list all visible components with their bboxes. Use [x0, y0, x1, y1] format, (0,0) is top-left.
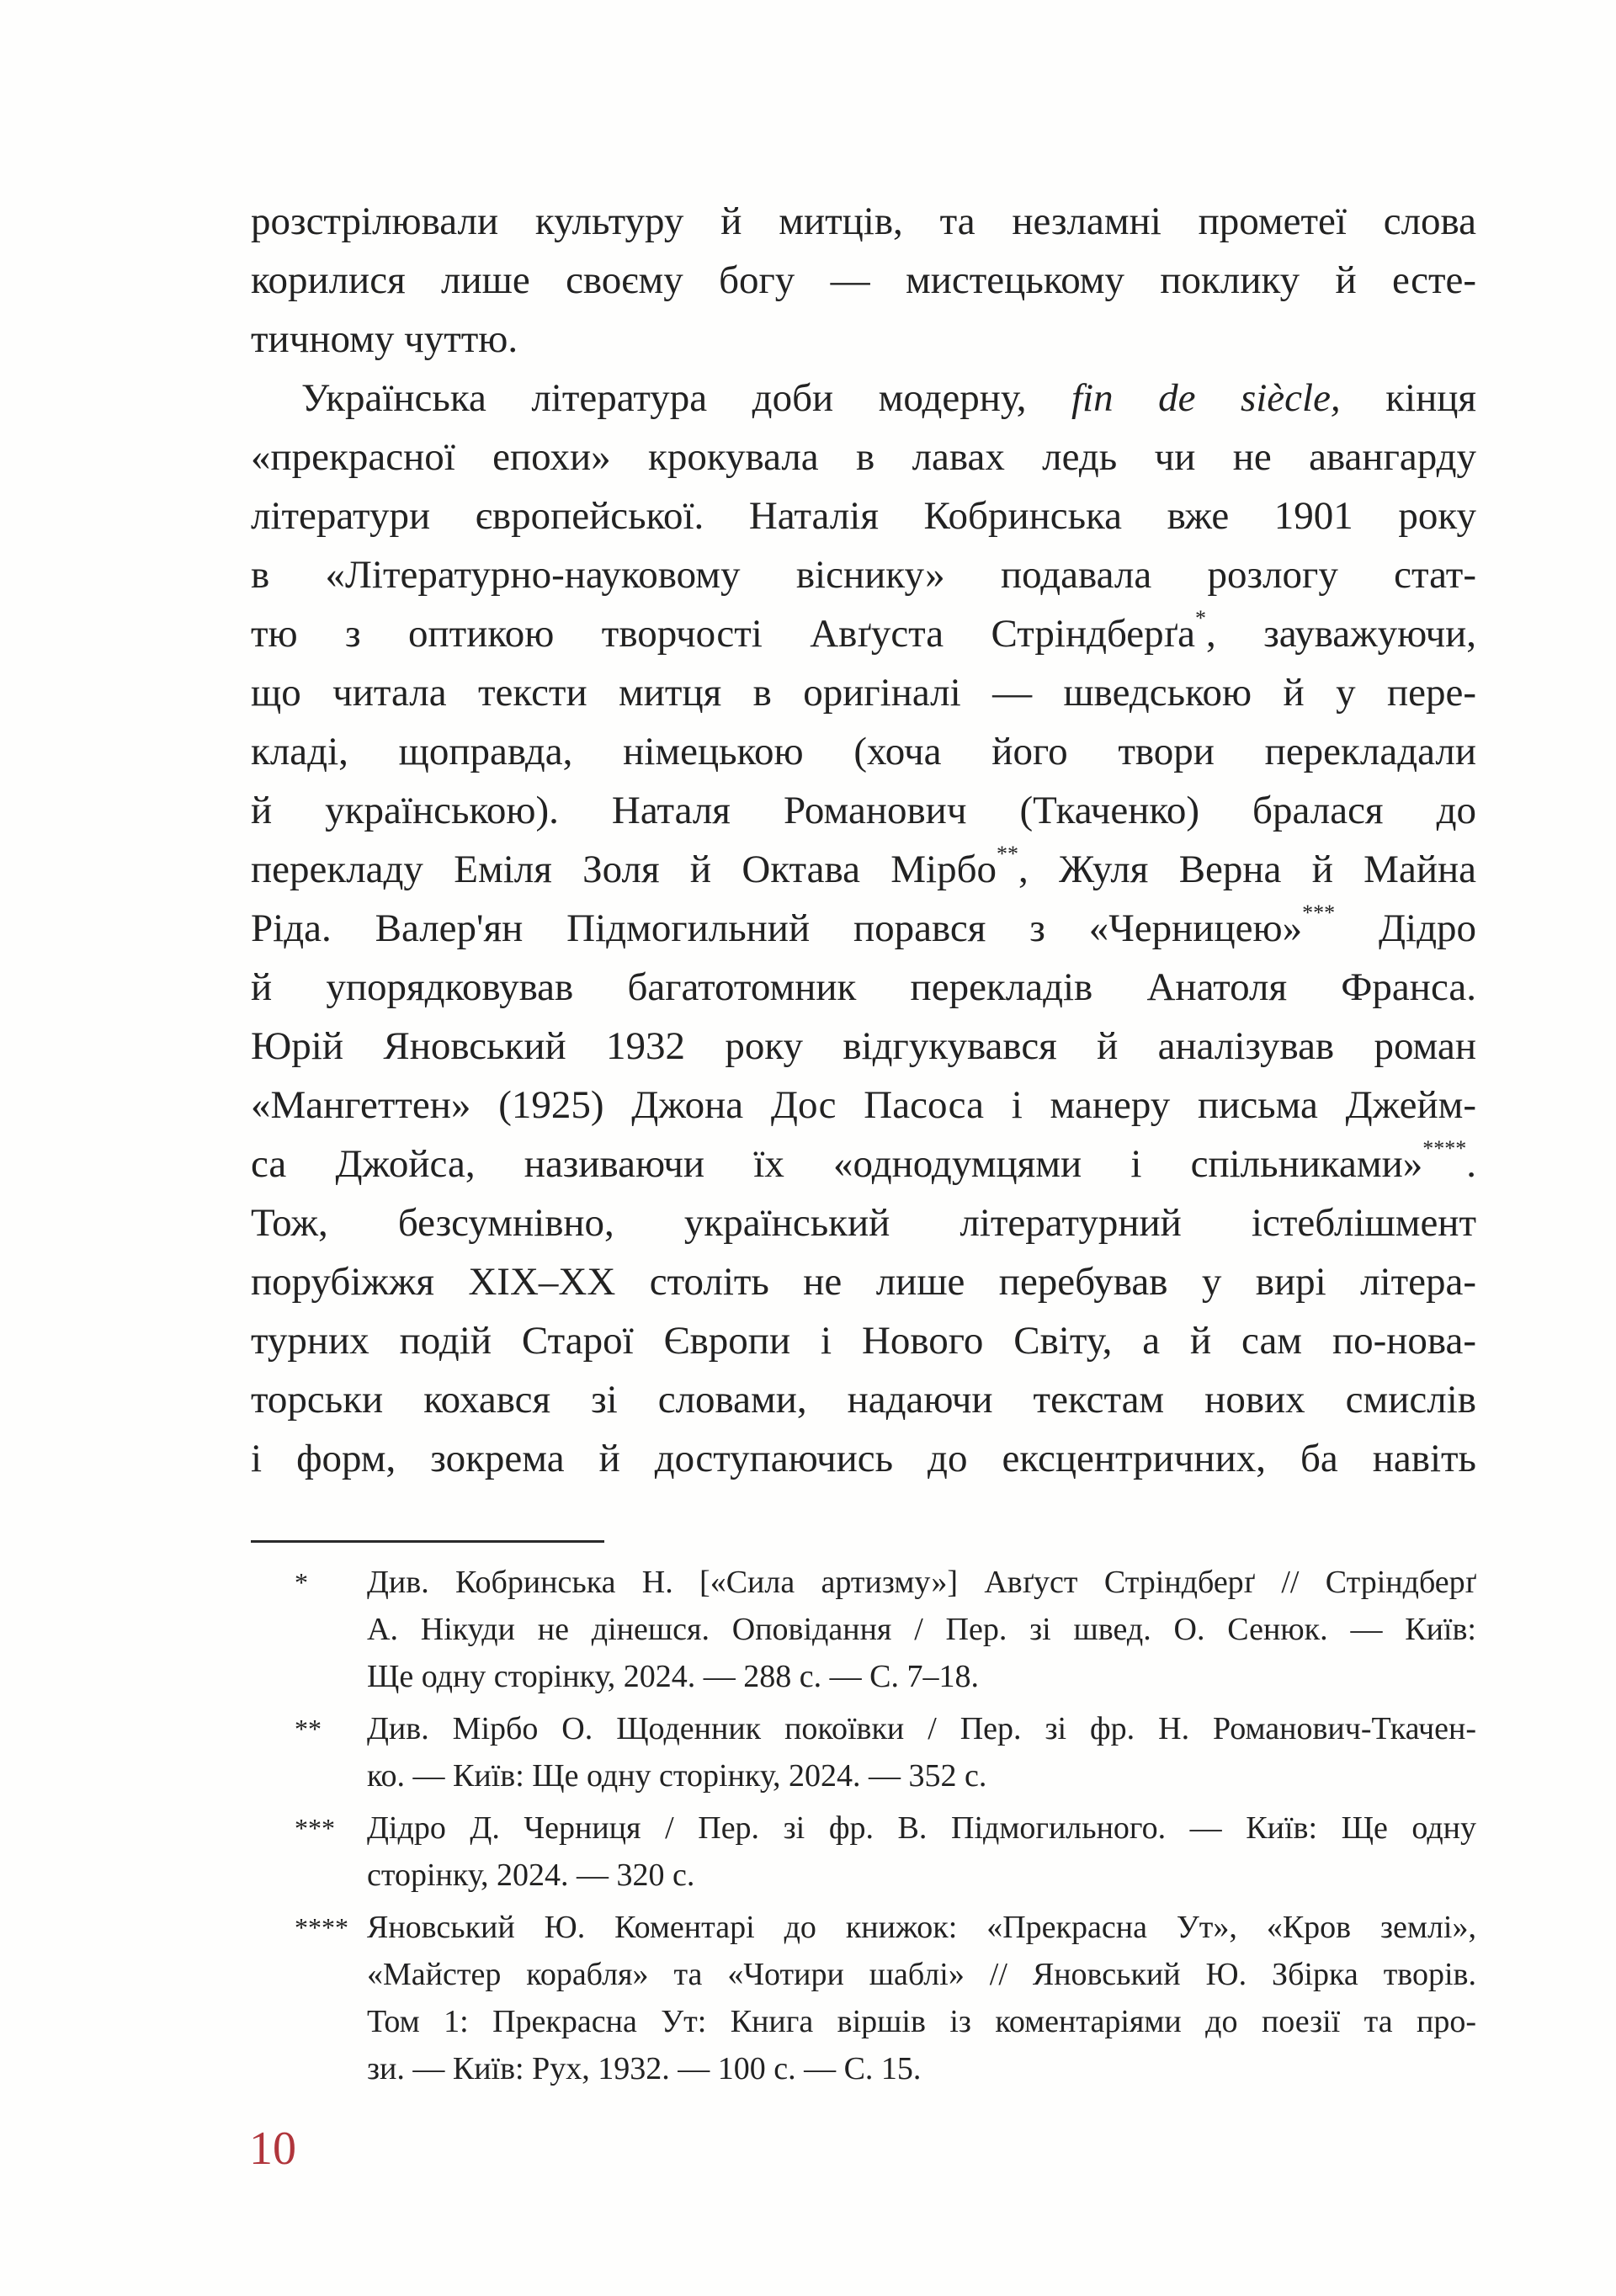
text-line: торськи кохався зі словами, надаючи текстам нових смислів	[251, 1378, 1476, 1422]
text-line	[251, 1135, 1476, 1193]
footnote	[251, 1705, 1476, 1799]
footnote-marker: ***	[295, 1813, 335, 1843]
main-text	[251, 192, 1476, 1488]
text-line: «прекрасної епохи» крокувала в лавах ледь чи не авангарду	[251, 435, 1476, 479]
text-line	[251, 369, 1476, 428]
footnote	[251, 1904, 1476, 2092]
footnote	[251, 1559, 1476, 1700]
text-fragment: Українська література доби модерну,	[301, 376, 1027, 420]
text-line: Тож, безсумнівно, український літературний істеблішмент	[251, 1201, 1476, 1245]
text-line	[251, 604, 1476, 663]
text-line: літератури європейської. Наталія Кобринська вже 1901 року	[251, 494, 1476, 538]
footnote-reference[interactable]: ****	[1422, 1136, 1467, 1161]
footnote-reference[interactable]: **	[997, 842, 1019, 866]
text-line	[251, 840, 1476, 899]
text-line: порубіжжя XIX–XX століть не лише перебував у вирі літера-	[251, 1260, 1476, 1304]
text-line: «Мангеттен» (1925) Джона Дос Пасоса і манеру письма Джейм-	[251, 1083, 1476, 1127]
text-line: й упорядковував багатотомник перекладів Анатоля Франса.	[251, 965, 1476, 1009]
text-line: в «Літературно-науковому віснику» подавала розлогу стат-	[251, 553, 1476, 597]
text-fragment: перекладу Еміля Золя й Октава Мірбо	[251, 848, 997, 891]
footnote-line: Дідро Д. Черниця / Пер. зі фр. В. Підмогильного. — Київ: Ще одну	[367, 1810, 1476, 1846]
footnote-line: Див. Мірбо О. Щоденник покоївки / Пер. зі фр. Н. Романович-Ткачен-	[367, 1711, 1476, 1746]
text-line: Юрій Яновський 1932 року відгукувався й аналізував роман	[251, 1024, 1476, 1068]
footnote-line: Яновський Ю. Коментарі до книжок: «Прекрасна Ут», «Кров землі»,	[367, 1910, 1476, 1945]
footnote-marker: **	[295, 1714, 322, 1744]
footnote-reference[interactable]: *	[1195, 606, 1207, 630]
text-fragment: Дідро	[1378, 906, 1476, 950]
text-fragment: Ріда. Валер'ян Підмогильний порався з «Черницею»	[251, 906, 1303, 950]
text-line: й українською). Наталя Романович (Ткаченко) бралася до	[251, 789, 1476, 832]
text-line: і форм, зокрема й доступаючись до ексцентричних, ба навіть	[251, 1437, 1476, 1480]
text-line	[251, 899, 1476, 958]
footnotes	[251, 1559, 1476, 2097]
footnote-marker: *	[295, 1567, 308, 1597]
footnote-divider	[251, 1540, 604, 1543]
text-fragment: кінця	[1385, 376, 1476, 420]
footnote-line: Том 1: Прекрасна Ут: Книга віршів із коментаріями до поезії та про-	[367, 2004, 1476, 2039]
footnote-line: сторінку, 2024. — 320 с.	[367, 1858, 695, 1893]
footnote-line: ко. — Київ: Ще одну сторінку, 2024. — 352 с.	[367, 1758, 987, 1794]
page-number: 10	[249, 2123, 296, 2175]
footnote-line: «Майстер корабля» та «Чотири шаблі» // Яновський Ю. Збірка творів.	[367, 1957, 1476, 1992]
text-line: кладі, щоправда, німецькою (хоча його твори перекладали	[251, 730, 1476, 773]
footnote-line: А. Нікуди не дінешся. Оповідання / Пер. зі швед. О. Сенюк. — Київ:	[367, 1612, 1476, 1647]
text-line: розстрілювали культуру й митців, та незламні прометеї слова	[251, 199, 1476, 243]
text-fragment: , Жуля Верна й Майна	[1018, 848, 1476, 891]
text-line: турних подій Старої Європи і Нового Світу, а й сам по-нова-	[251, 1319, 1476, 1363]
footnote-line: Див. Кобринська Н. [«Сила артизму»] Авґуст Стріндберґ // Стріндберґ	[367, 1565, 1476, 1600]
italic-phrase: fin de siècle,	[1071, 376, 1341, 420]
text-line: що читала тексти митця в оригіналі — шведською й у пере-	[251, 671, 1476, 715]
text-fragment: тю з оптикою творчості Авґуста Стріндберґа	[251, 612, 1196, 656]
footnote-line: Ще одну сторінку, 2024. — 288 с. — С. 7–18.	[367, 1659, 979, 1694]
footnote-reference[interactable]: ***	[1302, 901, 1336, 925]
footnote-line: зи. — Київ: Рух, 1932. — 100 с. — С. 15.	[367, 2051, 922, 2086]
footnote	[251, 1804, 1476, 1899]
footnote-marker: ****	[295, 1912, 348, 1943]
text-fragment: са Джойса, називаючи їх «однодумцями і спільниками»	[251, 1142, 1423, 1186]
text-fragment: .	[1466, 1142, 1476, 1186]
text-line: корилися лише своєму богу — мистецькому поклику й есте-	[251, 258, 1476, 302]
text-fragment: , зауважуючи,	[1206, 612, 1476, 656]
text-line: тичному чуттю.	[251, 317, 518, 361]
